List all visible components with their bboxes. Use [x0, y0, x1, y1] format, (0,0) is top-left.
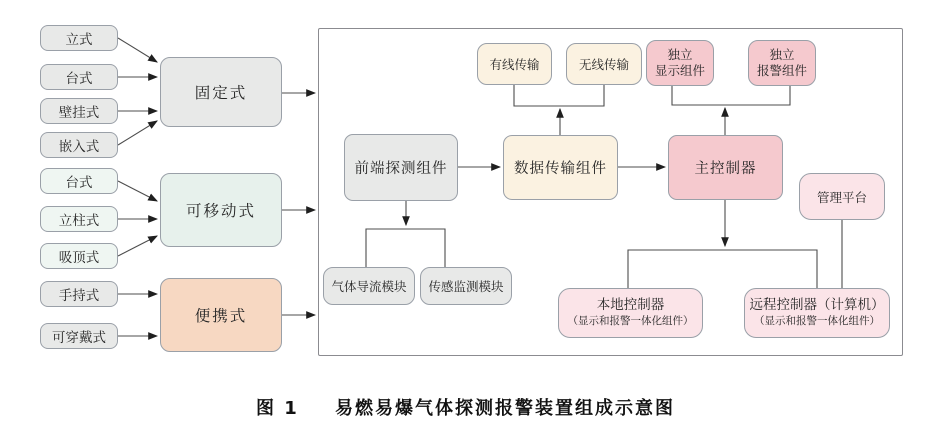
node-standing-type: 立式	[40, 25, 118, 51]
node-independent-alarm	[748, 40, 816, 86]
node-wall-mounted-type: 壁挂式	[40, 98, 118, 124]
node-data-transmission: 数据传输组件	[503, 135, 618, 200]
figure-caption-title: 易燃易爆气体探测报警装置组成示意图	[335, 398, 676, 419]
node-wired-transmission: 有线传输	[477, 43, 552, 85]
figure-caption	[0, 394, 931, 420]
node-independent-display	[646, 40, 714, 86]
node-wearable-type: 可穿戴式	[40, 323, 118, 349]
independent-alarm-line2: 报警组件	[756, 63, 807, 78]
independent-display-line1: 独立	[667, 47, 693, 63]
node-management-platform: 管理平台	[799, 173, 885, 220]
node-handheld-type: 手持式	[40, 281, 118, 307]
node-desktop-type: 台式	[40, 64, 118, 90]
local-controller-subtitle: （显示和报警一体化组件）	[567, 314, 694, 327]
node-movable-type: 可移动式	[160, 173, 282, 247]
node-remote-controller	[744, 288, 890, 338]
node-portable-type: 便携式	[160, 278, 282, 352]
node-ceiling-type: 吸顶式	[40, 243, 118, 269]
node-pole-type: 立柱式	[40, 206, 118, 232]
item-to-category-arrows	[118, 38, 157, 336]
remote-controller-title: 远程控制器（计算机）	[749, 297, 885, 314]
node-fixed-type: 固定式	[160, 57, 282, 127]
category-to-system-arrows	[282, 93, 315, 315]
node-wireless-transmission: 无线传输	[566, 43, 642, 85]
node-main-controller: 主控制器	[668, 135, 783, 200]
independent-alarm-line1: 独立	[769, 47, 795, 63]
node-front-detection: 前端探测组件	[344, 134, 458, 201]
node-local-controller	[558, 288, 703, 338]
node-embedded-type: 嵌入式	[40, 132, 118, 158]
figure-caption-number: 图 1	[255, 398, 299, 419]
node-sensor-monitor-module: 传感监测模块	[420, 267, 512, 305]
remote-controller-subtitle: （显示和报警一体化组件）	[754, 314, 880, 327]
independent-display-line2: 显示组件	[654, 63, 705, 78]
node-gas-guide-module: 气体导流模块	[323, 267, 415, 305]
local-controller-title: 本地控制器	[596, 297, 665, 314]
node-desktop-type-movable: 台式	[40, 168, 118, 194]
